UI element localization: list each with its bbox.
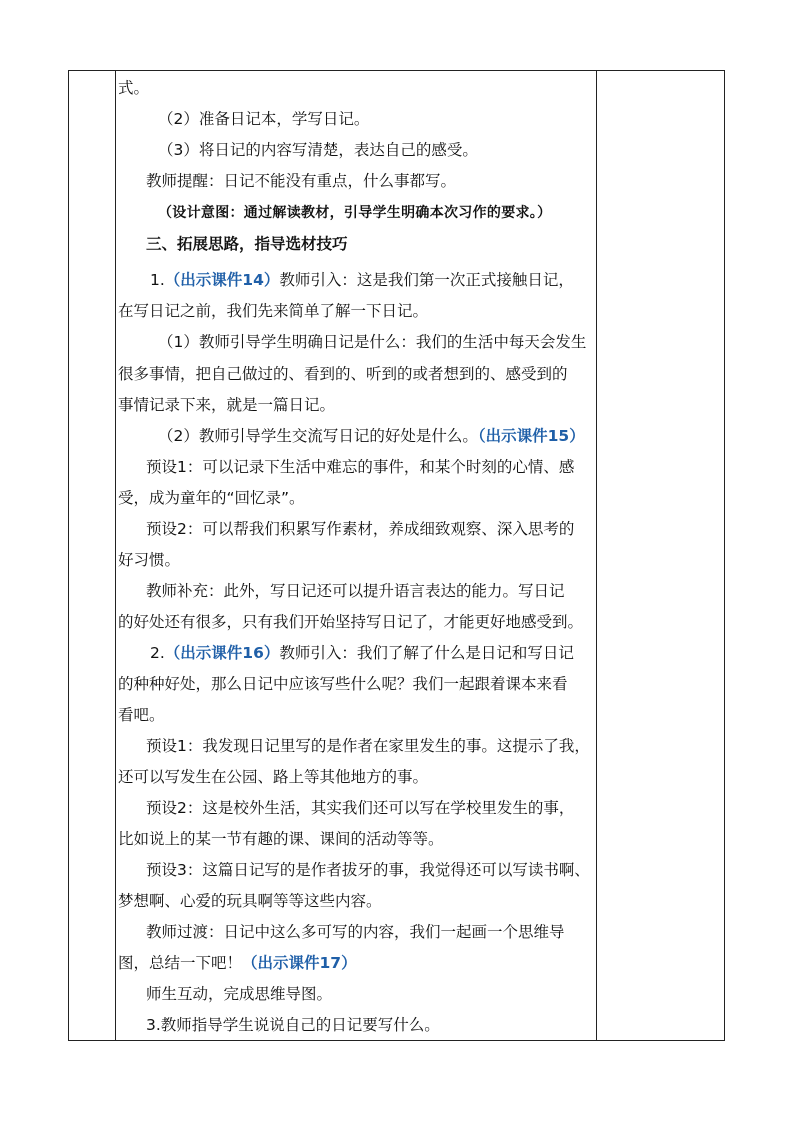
text-line <box>118 264 624 296</box>
text-line: 受，成为童年的“回忆录”。 <box>118 489 305 507</box>
text-line: 预设3：这篇日记写的是作者拔牙的事，我觉得还可以写读书啊、 <box>146 861 590 879</box>
text-line: 很多事情，把自己做过的、看到的、听到的或者想到的、感受到的 <box>118 365 568 383</box>
text-line <box>118 637 624 669</box>
text-line: 教师补充：此外，写日记还可以提升语言表达的能力。写日记 <box>146 582 565 600</box>
section-heading: 三、拓展思路，指导选材技巧 <box>146 235 348 253</box>
text-line: 预设1：我发现日记里写的是作者在家里发生的事。这提示了我， <box>146 737 590 755</box>
text-line: 预设2：可以帮我们积累写作素材，养成细致观察、深入思考的 <box>146 520 575 538</box>
text-line: 还可以写发生在公园、路上等其他地方的事。 <box>118 768 429 786</box>
line-text: 图，总结一下吧！ <box>118 954 243 972</box>
courseware-tag: （出示课件17） <box>242 954 357 972</box>
design-intent-note: （设计意图：通过解读教材，引导学生明确本次习作的要求。） <box>158 205 552 221</box>
text-line: 预设2：这是校外生活，其实我们还可以写在学校里发生的事， <box>146 799 575 817</box>
text-line: 比如说上的某一节有趣的课、课间的活动等等。 <box>118 830 444 848</box>
text-line: 事情记录下来，就是一篇日记。 <box>118 396 336 414</box>
line-text: （2）教师引导学生交流写日记的好处是什么。 <box>158 427 478 445</box>
text-line: （2）准备日记本，学写日记。 <box>158 110 370 128</box>
item-number: 2. <box>150 644 165 662</box>
courseware-tag: （出示课件14） <box>164 271 280 289</box>
text-line: 好习惯。 <box>118 551 181 569</box>
courseware-tag: （出示课件16） <box>164 644 280 662</box>
text-line <box>118 420 632 452</box>
item-number: 1. <box>150 271 165 289</box>
text-line <box>118 947 592 979</box>
column-divider-left <box>115 71 116 1040</box>
line-text: 教师引入：这是我们第一次正式接触日记， <box>279 271 574 289</box>
text-line: 师生互动，完成思维导图。 <box>146 985 333 1003</box>
text-line: 教师提醒：日记不能没有重点，什么事都写。 <box>146 172 457 190</box>
text-line: 在写日记之前，我们先来简单了解一下日记。 <box>118 302 429 320</box>
text-line: （1）教师引导学生明确日记是什么：我们的生活中每天会发生 <box>158 333 587 351</box>
text-line: 式。 <box>118 79 150 97</box>
text-line: 预设1：可以记录下生活中难忘的事件，和某个时刻的心情、感 <box>146 458 575 476</box>
text-line: 的种种好处，那么日记中应该写些什么呢？我们一起跟着课本来看 <box>118 675 568 693</box>
courseware-tag: （出示课件15） <box>477 427 585 445</box>
text-line: （3）将日记的内容写清楚，表达自己的感受。 <box>158 141 478 159</box>
text-line: 3.教师指导学生说说自己的日记要写什么。 <box>146 1016 440 1034</box>
text-line: 的好处还有很多，只有我们开始坚持写日记了，才能更好地感受到。 <box>118 613 584 631</box>
text-line: 看吧。 <box>118 706 165 724</box>
text-line: 教师过渡：日记中这么多可写的内容，我们一起画一个思维导 <box>146 923 565 941</box>
text-line: 梦想啊、心爱的玩具啊等等这些内容。 <box>118 892 382 910</box>
line-text: 教师引入：我们了解了什么是日记和写日记 <box>279 644 574 662</box>
